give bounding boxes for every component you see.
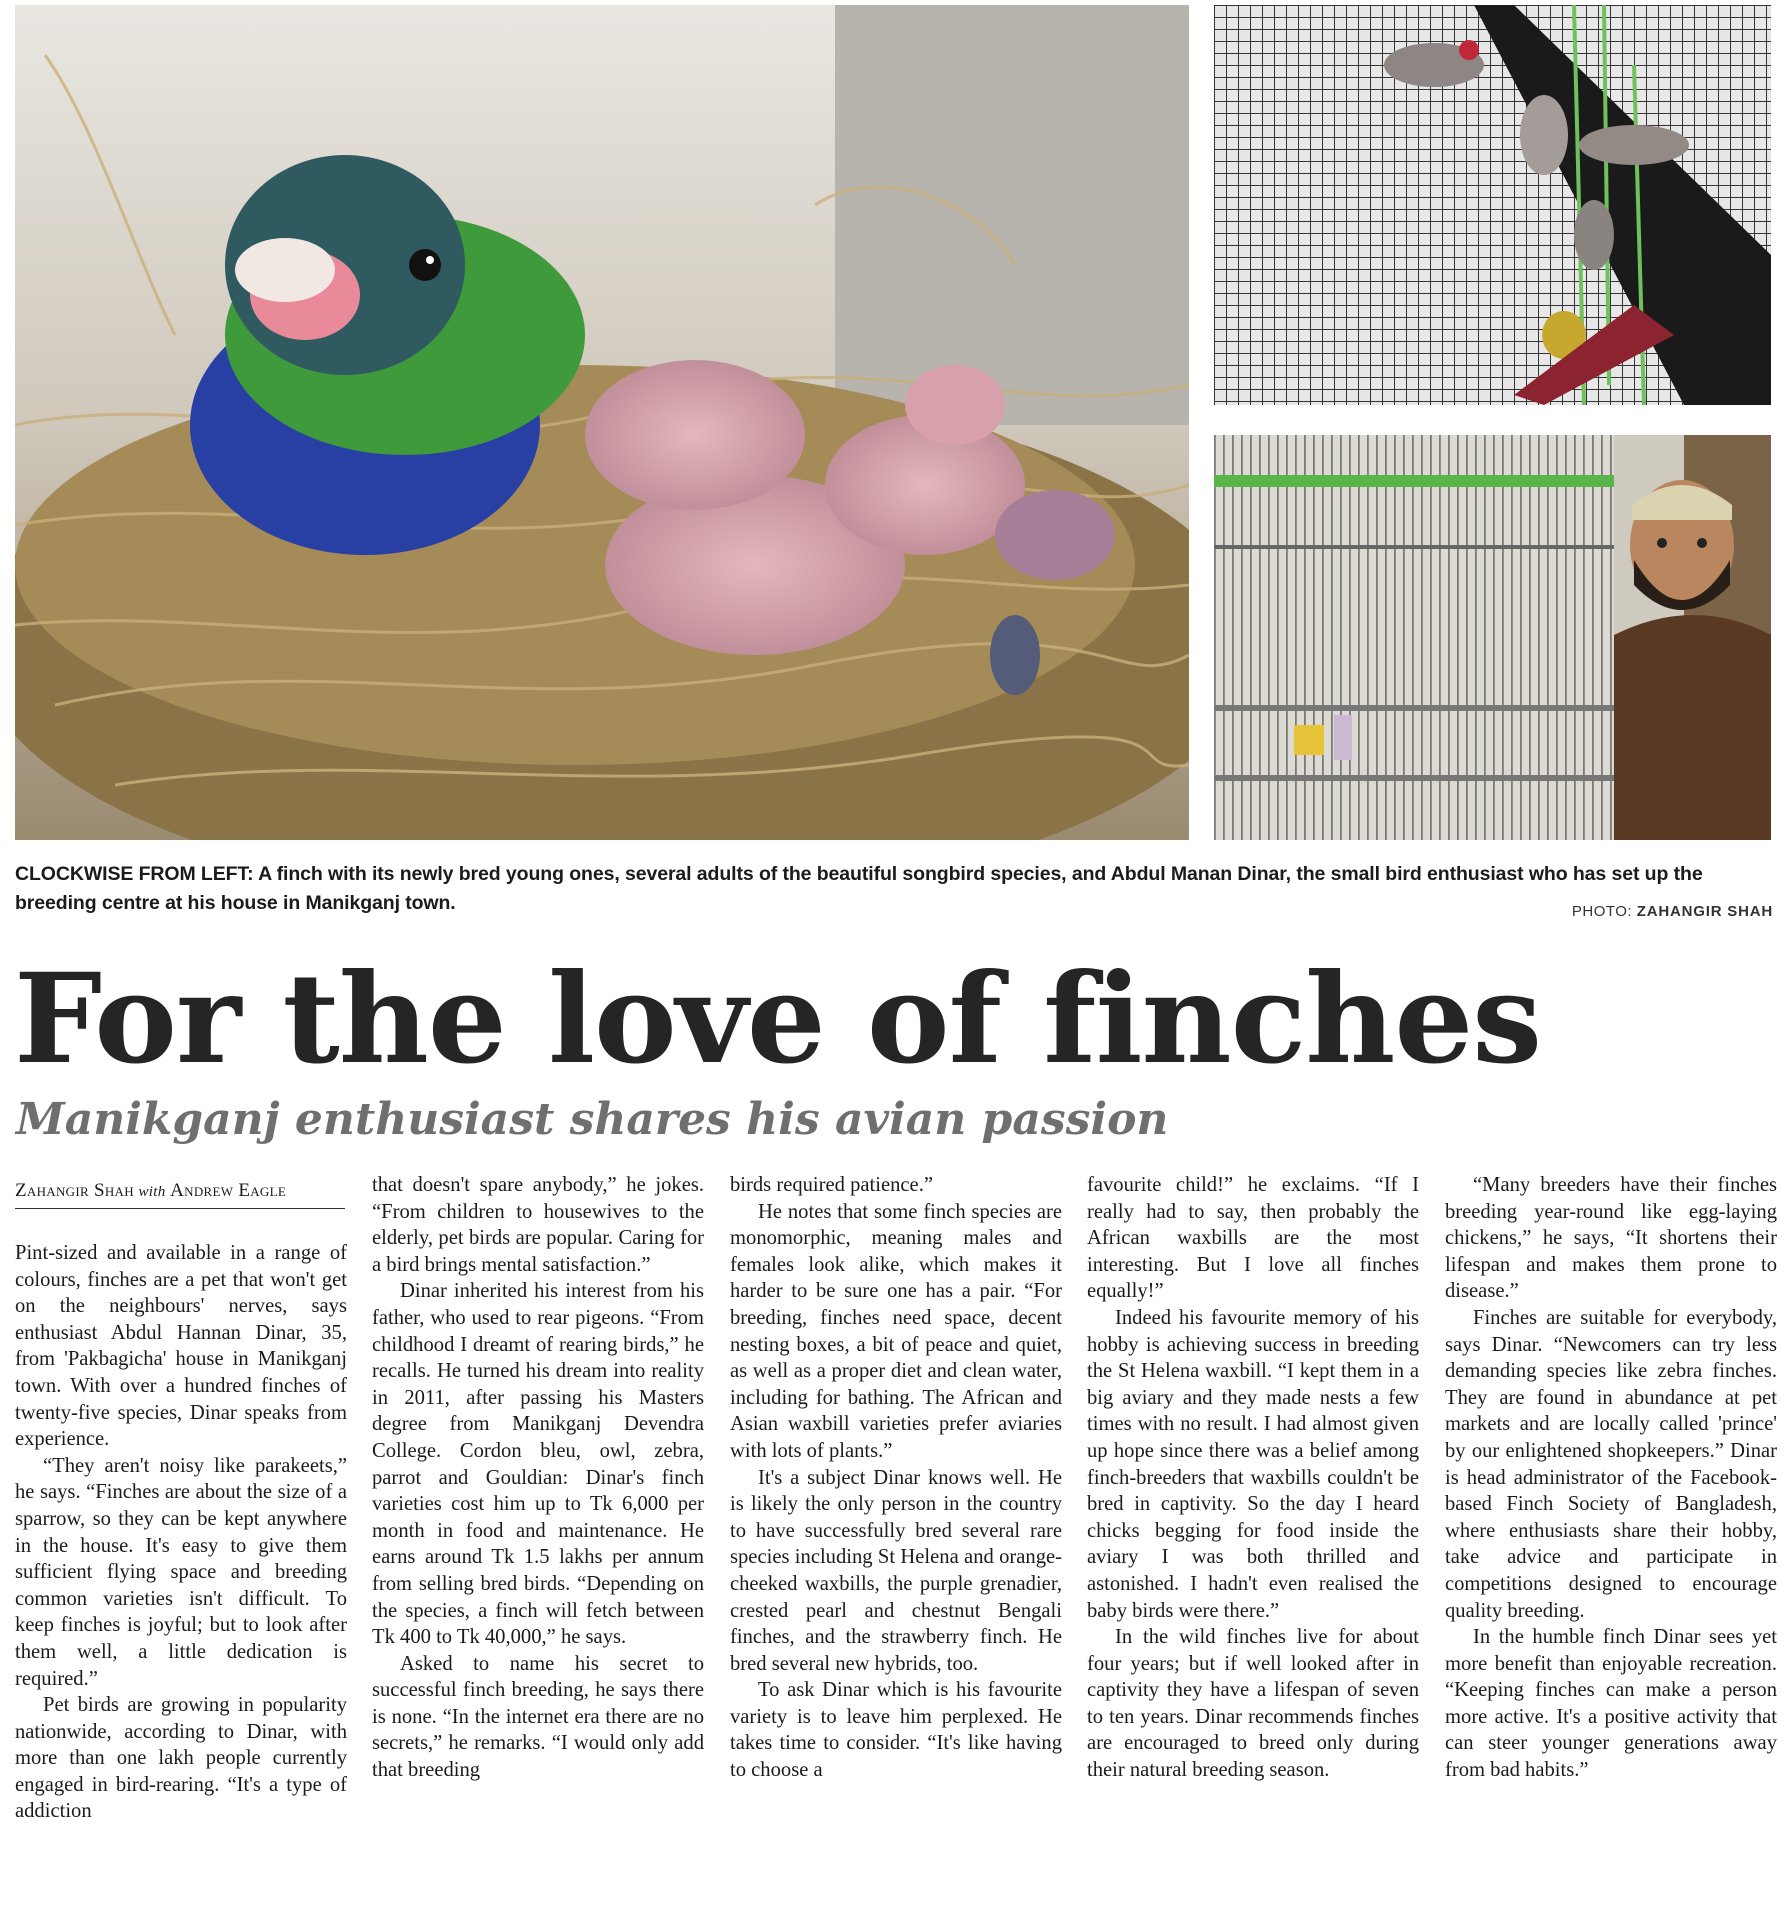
photo-caption: CLOCKWISE FROM LEFT: A finch with its newly bred young ones, several adults of the beautiful songbird species, and Abdul Manan Dinar, the small bird enthusiast who has set up the breeding centre at his house in Manikganj town. (15, 863, 1703, 914)
paragraph: In the humble finch Dinar sees yet more benefit than enjoyable recreation. “Keeping finches can make a person more active. It's a positive activity that can steer younger generations away from bad habits.” (1445, 1626, 1777, 1782)
article-column-3 (730, 1172, 1062, 1784)
finch-nest-photo (15, 5, 1189, 840)
article-column-4 (1087, 1172, 1419, 1784)
paragraph: “Many breeders have their finches breeding year-round like egg-laying chickens,” he says, “It shortens their lifespan and makes them prone to disease.” (1445, 1174, 1777, 1303)
author-name: Zahangir Shah (15, 1180, 134, 1201)
paragraph: To ask Dinar which is his favourite variety is to leave him perplexed. He takes time to consider. “It's like having to choose a (730, 1679, 1062, 1782)
byline-with: with (138, 1184, 166, 1200)
co-author-name: Andrew Eagle (170, 1180, 287, 1201)
photo-credit (1572, 903, 1773, 920)
headline: For the love of finches (14, 947, 1542, 1092)
credit-name: ZAHANGIR SHAH (1636, 903, 1773, 920)
paragraph: that doesn't spare anybody,” he jokes. “From children to housewives to the elderly, pet birds are popular. Caring for a bird brings mental satisfaction.” (372, 1174, 704, 1276)
paragraph: Pint-sized and available in a range of colours, finches are a pet that won't get on the neighbours' nerves, says enthusiast Abdul Hannan Dinar, 35, from 'Pakbagicha' house in Manikganj town. With over a hundred finches of twenty-five species, Dinar speaks from experience. (15, 1242, 347, 1451)
paragraph: birds required patience.” (730, 1174, 933, 1196)
paragraph: He notes that some finch species are monomorphic, meaning males and females look alike, which makes it harder to be sure one has a pair. “For breeding, finches need space, decent nesting boxes, a bit of peace and quiet, as well as a proper diet and clean water, including for bathing. The African and Asian waxbill varieties prefer aviaries with lots of plants.” (730, 1200, 1062, 1462)
byline (15, 1180, 345, 1209)
breeder-portrait-photo (1214, 435, 1771, 840)
paragraph: It's a subject Dinar knows well. He is likely the only person in the country to have successfully bred several rare species including St Helena and orange-cheeked waxbills, the purple grenadier, crested pearl and chestnut Bengali finches, and the strawberry finch. He bred several new hybrids, too. (730, 1466, 1062, 1675)
paragraph: In the wild finches live for about four years; but if well looked after in captivity they have a lifespan of seven to ten years. Dinar recommends finches are encouraged to breed only during their natural breeding season. (1087, 1626, 1419, 1782)
article-column-1 (15, 1240, 347, 1825)
paragraph: Asked to name his secret to successful finch breeding, he says there is none. “In the internet era there are no secrets,” he remarks. “I would only add that breeding (372, 1652, 704, 1782)
paragraph: “They aren't noisy like parakeets,” he says. “Finches are about the size of a sparrow, so they can be kept anywhere in the house. It's easy to give them sufficient flying space and breeding common varieties isn't difficult. To keep finches is joyful; but to look after them well, a little dedication is required.” (15, 1454, 347, 1690)
paragraph: Finches are suitable for everybody, says Dinar. “Newcomers can try less demanding species like zebra finches. They are found in abundance at pet markets and are locally called 'prince' by our enlightened shopkeepers.” Dinar is head administrator of the Facebook-based Finch Society of Bangladesh, where enthusiasts share their hobby, take advice and participate in competitions designed to encourage quality breeding. (1445, 1306, 1777, 1622)
paragraph: Indeed his favourite memory of his hobby is achieving success in breeding the St Helena waxbill. “I kept them in a big aviary and they made nests a few times with no result. I had almost given up hope since there was a belief among finch-breeders that waxbills couldn't be bred in captivity. So the day I heard chicks begging for food inside the aviary I was both thrilled and astonished. I hadn't even realised the baby birds were there.” (1087, 1306, 1419, 1622)
article-column-5 (1445, 1172, 1777, 1784)
subheadline: Manikganj enthusiast shares his avian passion (16, 1094, 1169, 1145)
paragraph: favourite child!” he exclaims. “If I really had to say, then probably the African waxbills are the most interesting. But I love all finches equally!” (1087, 1174, 1419, 1303)
credit-label: PHOTO: (1571, 903, 1633, 920)
paragraph: Dinar inherited his interest from his father, who used to rear pigeons. “From childhood I dreamt of rearing birds,” he recalls. He turned his dream into reality in 2011, after passing his Masters degree from Manikganj Devendra College. Cordon bleu, owl, zebra, parrot and Gouldian: Dinar's finch varieties cost him up to Tk 6,000 per month in food and maintenance. He earns around Tk 1.5 lakhs per annum from selling bred birds. “Depending on the species, a finch will fetch between Tk 400 to Tk 40,000,” he says. (372, 1280, 704, 1649)
finches-in-cage-photo (1214, 5, 1771, 405)
article-column-2 (372, 1172, 704, 1784)
paragraph: Pet birds are growing in popularity nationwide, according to Dinar, with more than one lakh people currently engaged in bird-rearing. “It's a type of addiction (15, 1694, 347, 1823)
